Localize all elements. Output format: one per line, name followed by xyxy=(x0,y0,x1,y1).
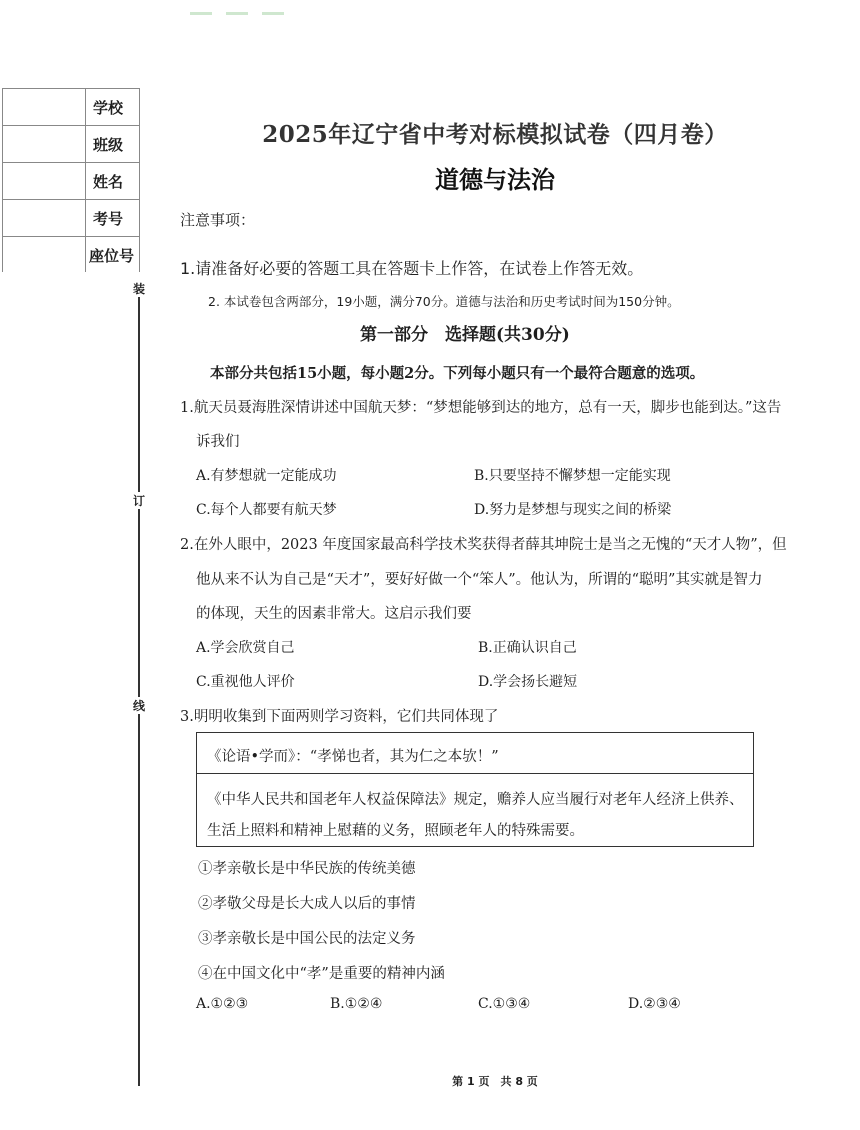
q3-material-box xyxy=(196,732,754,847)
q3-option-a: A.①②③ xyxy=(196,996,249,1012)
q2-option-a: A.学会欣赏自己 xyxy=(196,640,295,656)
q1-option-a: A.有梦想就一定能成功 xyxy=(196,468,337,484)
q3-option-d: D.②③④ xyxy=(628,996,681,1012)
q2-stem-line-2: 他从来不认为自己是“天才”，要好好做一个“笨人”。他认为，所谓的“聪明”其实就是智力 xyxy=(196,572,763,588)
q1-option-b: B.只要坚持不懈梦想一定能实现 xyxy=(474,468,671,484)
q3-option-c: C.①③④ xyxy=(478,996,531,1012)
exam-title: 2025年辽宁省中考对标模拟试卷（四月卷） xyxy=(262,121,728,148)
q3-option-b: B.①②④ xyxy=(330,996,383,1012)
info-row-seat xyxy=(2,236,140,272)
binding-mark-zhuang: 装 xyxy=(133,282,146,296)
q3-quote-1: 《论语•学而》：“孝悌也者，其为仁之本欤！” xyxy=(207,749,499,765)
notice-item-2: 2. 本试卷包含两部分，19小题，满分70分。道德与法治和历史考试时间为150分钟。 xyxy=(208,294,680,309)
q3-material-divider xyxy=(197,773,753,774)
q2-option-c: C.重视他人评价 xyxy=(196,674,295,690)
info-row-exam-number xyxy=(2,199,140,236)
info-label-class: 班级 xyxy=(93,136,124,154)
q3-statement-3: ③孝亲敬长是中国公民的法定义务 xyxy=(198,931,416,947)
q2-option-d: D.学会扬长避短 xyxy=(478,674,578,690)
q2-stem-line-3: 的体现，天生的因素非常大。这启示我们要 xyxy=(196,606,472,622)
info-label-name: 姓名 xyxy=(93,173,124,191)
q3-quote-2-line-1: 《中华人民共和国老年人权益保障法》规定，赡养人应当履行对老年人经济上供养、 xyxy=(207,792,744,808)
info-label-school: 学校 xyxy=(93,99,124,117)
subject-title: 道德与法治 xyxy=(435,166,555,194)
q1-stem-line-2: 诉我们 xyxy=(196,434,240,450)
q3-statement-2: ②孝敬父母是长大成人以后的事情 xyxy=(198,896,416,912)
notice-item-1: 1.请准备好必要的答题工具在答题卡上作答，在试卷上作答无效。 xyxy=(180,259,644,278)
notice-heading: 注意事项： xyxy=(180,211,256,229)
q1-option-c: C.每个人都要有航天梦 xyxy=(196,502,337,518)
info-label-exam-number: 考号 xyxy=(93,210,124,228)
page-footer: 第 1 页 共 8 页 xyxy=(452,1075,538,1088)
part-one-title: 第一部分 选择题(共30分) xyxy=(360,325,570,345)
scan-artifact xyxy=(190,12,280,16)
q1-stem-line-1: 1.航天员聂海胜深情讲述中国航天梦：“梦想能够到达的地方，总有一天，脚步也能到达。”这告 xyxy=(180,400,782,416)
q3-statement-1: ①孝亲敬长是中华民族的传统美德 xyxy=(198,861,416,877)
q1-option-d: D.努力是梦想与现实之间的桥梁 xyxy=(474,502,672,518)
q2-stem-line-1: 2.在外人眼中，2023 年度国家最高科学技术奖获得者薛其坤院士是当之无愧的“天才人物”，但 xyxy=(180,537,787,553)
part-one-description: 本部分共包括15小题，每小题2分。下列每小题只有一个最符合题意的选项。 xyxy=(210,365,705,382)
binding-mark-ding: 订 xyxy=(133,494,146,508)
q3-statement-4: ④在中国文化中“孝”是重要的精神内涵 xyxy=(198,966,445,982)
q2-option-b: B.正确认识自己 xyxy=(478,640,577,656)
q3-quote-2-line-2: 生活上照料和精神上慰藉的义务，照顾老年人的特殊需要。 xyxy=(207,823,584,839)
info-label-seat: 座位号 xyxy=(89,247,135,265)
binding-line xyxy=(138,280,140,1086)
q3-stem: 3.明明收集到下面两则学习资料，它们共同体现了 xyxy=(180,709,499,725)
binding-mark-xian: 线 xyxy=(133,699,146,713)
